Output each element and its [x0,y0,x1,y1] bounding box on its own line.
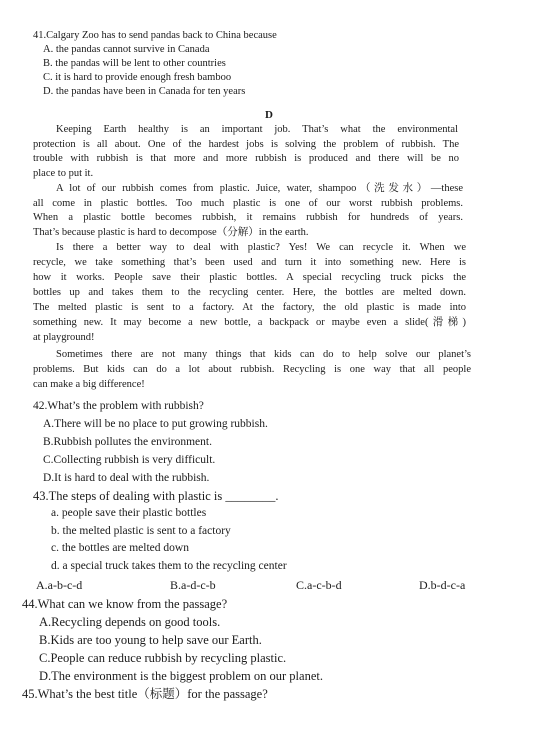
passage-p2-line: A lot of our rubbish comes from plastic. Juice, water, shampoo（洗发水）—these [56,183,463,194]
passage-p4-line: can make a big difference! [33,379,145,390]
passage-p1-line: Keeping Earth healthy is an important job. That’s what the environmental [56,124,458,135]
q44-option-c: C.People can reduce rubbish by recycling plastic. [39,651,287,665]
section-label: D [265,109,273,121]
q42-option-a: A.There will be no place to put growing rubbish. [43,418,268,430]
q43-option-c: C.a-c-b-d [296,578,342,592]
q43-step-c: c. the bottles are melted down [51,542,189,554]
q41-option-d: D. the pandas have been in Canada for ten years [43,86,246,97]
passage-p3-line: at playground! [33,332,95,343]
q42-stem: 42.What’s the problem with rubbish? [33,400,204,412]
q44-option-d: D.The environment is the biggest problem on our planet. [39,669,323,683]
q41-option-a: A. the pandas cannot survive in Canada [43,44,210,55]
q44-stem: 44.What can we know from the passage? [22,597,228,611]
q43-option-d: D.b-d-c-a [419,578,466,592]
q43-option-b: B.a-d-c-b [170,578,216,592]
q41-option-c: C. it is hard to provide enough fresh bamboo [43,72,232,83]
q43-option-a: A.a-b-c-d [36,578,83,592]
passage-p2-line: When a plastic bottle becomes rubbish, it remains rubbish for hundreds of years. [33,212,463,223]
passage-p3-line: bottles up and takes them to the recycling center. Here, the bottles are melted down. [33,287,466,298]
passage-p3-line: The melted plastic is sent to a factory. At the factory, the old plastic is made into [33,302,466,313]
q44-option-a: A.Recycling depends on good tools. [39,615,221,629]
passage-p1-line: protection is all about. One of the hardest jobs is solving the problem of rubbish. The [33,139,459,150]
passage-p1-line: place to put it. [33,168,94,179]
q42-option-c: C.Collecting rubbish is very difficult. [43,454,216,466]
q43-stem: 43.The steps of dealing with plastic is ________. [33,489,279,503]
q43-step-a: a. people save their plastic bottles [51,507,207,519]
q42-option-d: D.It is hard to deal with the rubbish. [43,472,210,484]
passage-p4-line: problems. But kids can do a lot about rubbish. Recycling is one way that all people [33,364,471,375]
q45-stem: 45.What’s the best title（标题）for the passage? [22,687,268,701]
passage-p3-line: how it works. People save their plastic bottles. A special recycling truck picks the [33,272,466,283]
q44-option-b: B.Kids are too young to help save our Earth. [39,633,262,647]
q43-step-d: d. a special truck takes them to the recycling center [51,560,287,572]
passage-p3-line: Is there a better way to deal with plastic? Yes! We can recycle it. When we [56,242,466,253]
q41-stem: 41.Calgary Zoo has to send pandas back to China because [33,30,277,41]
passage-p2-line: all come in plastic bottles. Too much plastic is one of our worst rubbish problems. [33,198,463,209]
passage-p1-line: trouble with rubbish is that more and more rubbish is produced and there will be no [33,153,459,164]
passage-p2-line: That’s because plastic is hard to decompose（分解）in the earth. [33,227,309,238]
q41-option-b: B. the pandas will be lent to other countries [43,58,226,69]
passage-p3-line: recycle, we take something that’s been used and turn it into something new. Here is [33,257,466,268]
q42-option-b: B.Rubbish pollutes the environment. [43,436,212,448]
q43-step-b: b. the melted plastic is sent to a factory [51,525,231,537]
passage-p3-line: something new. It may become a new bottle, a backpack or maybe even a slide(滑梯) [33,317,466,328]
passage-p4-line: Sometimes there are not many things that kids can do to help solve our planet’s [56,349,471,360]
